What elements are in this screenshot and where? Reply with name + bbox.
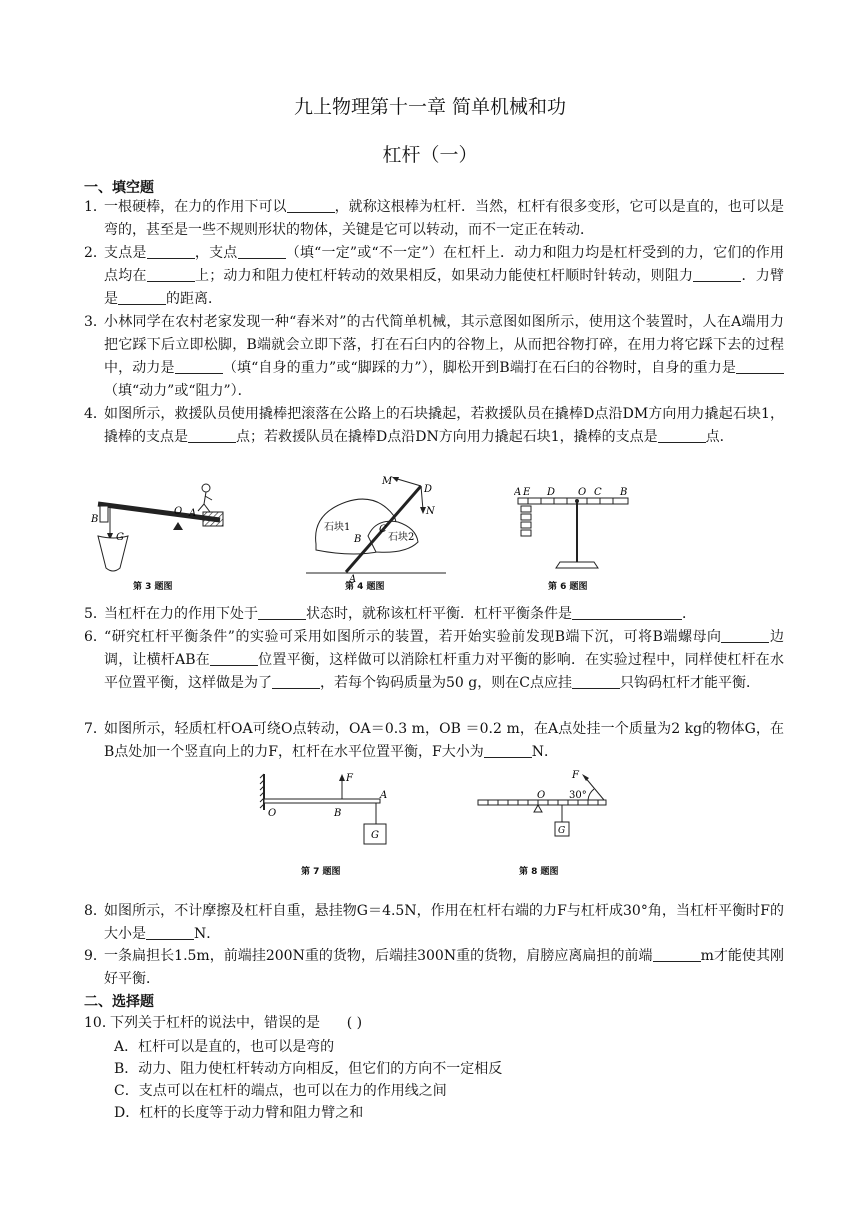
question-number: 4． [84, 406, 107, 422]
hammer-head [100, 506, 108, 522]
answer-blank[interactable] [658, 428, 706, 443]
weights-stack [521, 506, 531, 536]
question-1: 1． 一根硬棒，在力的作用下可以 ，就称这根棒为杠杆．当然，杠杆有很多变形，它可以是直的，也可以是弯的，甚至是一些不规则形状的物体，关键是它可以转动，而不一定正在转动． [84, 196, 784, 242]
figure-7-caption: 第 7 题图 [301, 867, 341, 877]
answer-blank[interactable] [118, 290, 166, 305]
answer-blank[interactable] [653, 947, 701, 962]
figure-4-caption: 第 4 题图 [345, 582, 385, 592]
section-multiple-choice: 二、选择题 [84, 994, 154, 1010]
label-G: G [558, 826, 566, 836]
label-D: D [547, 487, 556, 498]
section-fill-in: 一、填空题 [84, 180, 154, 196]
label-A: A [349, 574, 357, 582]
figure-3-rice-pounder [88, 478, 238, 580]
label-B: B [354, 534, 362, 545]
question-number: 6． [84, 629, 107, 645]
figure-6-balance-lever [514, 484, 638, 574]
label-G: G [116, 532, 124, 543]
label-A: A [380, 790, 388, 801]
stand-base [556, 562, 598, 568]
question-8: 8． 如图所示，不计摩擦及杠杆自重，悬挂物G＝4.5N，作用在杠杆右端的力F与杠杆成30°角，当杠杆平衡时F的大小是 N． [84, 900, 784, 946]
answer-blank[interactable] [188, 428, 236, 443]
answer-blank[interactable] [736, 359, 784, 374]
option-b[interactable]: B．动力、阻力使杠杆转动方向相反，但它们的方向不一定相反 [114, 1061, 503, 1077]
answer-blank[interactable] [175, 359, 223, 374]
answer-blank[interactable] [484, 743, 532, 758]
question-number: 8． [84, 903, 107, 919]
option-c[interactable]: C．支点可以在杠杆的端点，也可以在力的作用线之间 [114, 1083, 447, 1099]
question-number: 2． [84, 245, 107, 261]
figure-4-crowbar [306, 474, 456, 582]
answer-blank[interactable] [146, 925, 194, 940]
pedestal-block [203, 512, 223, 526]
answer-blank[interactable] [147, 244, 195, 259]
label-A: A [514, 487, 522, 498]
label-B: B [620, 487, 628, 498]
answer-blank[interactable] [210, 651, 258, 666]
label-D: D [424, 484, 433, 495]
question-number: 1． [84, 199, 107, 215]
question-6: 6． “研究杠杆平衡条件”的实验可采用如图所示的装置，若开始实验前发现B端下沉，可将B端螺母向 边调，让横杆AB在 位置平衡，这样做可以消除杠杆重力对平衡的影响．在实验过程中，同样使杠杆在水平位置平衡，这样做是为了 ，若每个钩码质量为50 g，则在C点应挂 只钩码杠杆才能平衡． [84, 626, 784, 695]
person-head-icon [202, 484, 210, 492]
figure-6-caption: 第 6 题图 [548, 582, 588, 592]
option-a[interactable]: A．杠杆可以是直的，也可以是弯的 [114, 1039, 335, 1055]
label-O: O [268, 808, 277, 819]
answer-blank[interactable] [721, 628, 769, 643]
label-B: B [334, 808, 342, 819]
label-A: A [189, 508, 197, 519]
label-F: F [346, 773, 353, 784]
figure-3-caption: 第 3 题图 [133, 582, 173, 592]
label-G: G [371, 830, 379, 841]
answer-blank[interactable] [693, 267, 741, 282]
page-title: 九上物理第十一章 简单机械和功 [293, 96, 567, 118]
label-E: E [523, 487, 531, 498]
question-number: 9． [84, 948, 107, 964]
label-M: M [382, 476, 393, 487]
question-10: 10． 下列关于杠杆的说法中，错误的是 ( ) [84, 1012, 784, 1035]
fulcrum-icon [173, 522, 183, 530]
answer-parenthesis[interactable]: ( ) [346, 1015, 363, 1031]
label-O: O [578, 487, 587, 498]
figure-8-caption: 第 8 题图 [519, 867, 559, 877]
question-7: 7． 如图所示，轻质杠杆OA可绕O点转动，OA＝0.3 m，OB ＝0.2 m，在A点处挂一个质量为2 kg的物体G，在B点处加一个竖直向上的力F，杠杆在水平位置平衡，F大小为 N． [84, 718, 784, 764]
question-4: 4． 如图所示，救援队员使用撬棒把滚落在公路上的石块撬起，若救援队员在撬棒D点沿DM方向用力撬起石块1，撬棒的支点是 点；若救援队员在撬棒D点沿DN方向用力撬起石块1，撬棒的支点是 点． [84, 403, 784, 449]
option-d[interactable]: D．杠杆的长度等于动力臂和阻力臂之和 [114, 1105, 364, 1121]
answer-blank[interactable] [258, 605, 306, 620]
label-rock1: 石块1 [324, 522, 351, 533]
question-number: 7． [84, 721, 107, 737]
question-number: 5． [84, 606, 107, 622]
question-3: 3． 小林同学在农村老家发现一种“舂米对”的古代简单机械，其示意图如图所示，使用这个装置时，人在A端用力把它踩下后立即松脚，B端就会立即下落，打在石臼内的谷物上，从而把谷物打碎，在用力将它踩下去的过程中，动力是 （填“自身的重力”或“脚踩的力”），脚松开到B端打在石臼的谷物时，自身的重力是（填“动力”或“阻力”）． [84, 311, 784, 403]
fulcrum-icon [534, 805, 542, 812]
answer-blank[interactable] [272, 674, 320, 689]
label-rock2: 石块2 [388, 532, 415, 543]
question-2: 2． 支点是 ，支点 （填“一定”或“不一定”）在杠杆上．动力和阻力均是杠杆受到的力，它们的作用点均在 上；动力和阻力使杠杆转动的效果相反，如果动力能使杠杆顺时针转动，则阻力 ．力臂是 的距离． [84, 242, 784, 311]
answer-blank[interactable] [572, 674, 620, 689]
label-O: O [174, 506, 183, 517]
question-number: 10． [84, 1015, 116, 1031]
answer-blank[interactable] [147, 267, 195, 282]
label-N: N [426, 506, 435, 517]
answer-blank[interactable] [238, 244, 286, 259]
label-B: B [91, 514, 99, 525]
label-C: C [379, 524, 387, 535]
question-5: 5． 当杠杆在力的作用下处于 状态时，就称该杠杆平衡．杠杆平衡条件是 ． [84, 603, 784, 626]
answer-blank[interactable] [287, 198, 335, 213]
figure-7-lever [258, 772, 394, 852]
label-O: O [537, 790, 546, 801]
question-9: 9． 一条扁担长1.5m，前端挂200N重的货物，后端挂300N重的货物，肩膀应离扁担的前端 m才能使其刚好平衡． [84, 945, 784, 991]
label-F: F [572, 770, 579, 781]
answer-blank[interactable] [572, 605, 682, 620]
label-angle: 30° [569, 790, 587, 801]
lever-OA [264, 799, 380, 803]
page-subtitle: 杠杆（一） [382, 144, 478, 166]
lever-bar [518, 498, 628, 504]
question-number: 3． [84, 314, 107, 330]
label-C: C [594, 487, 602, 498]
figure-8-lever [476, 770, 610, 852]
